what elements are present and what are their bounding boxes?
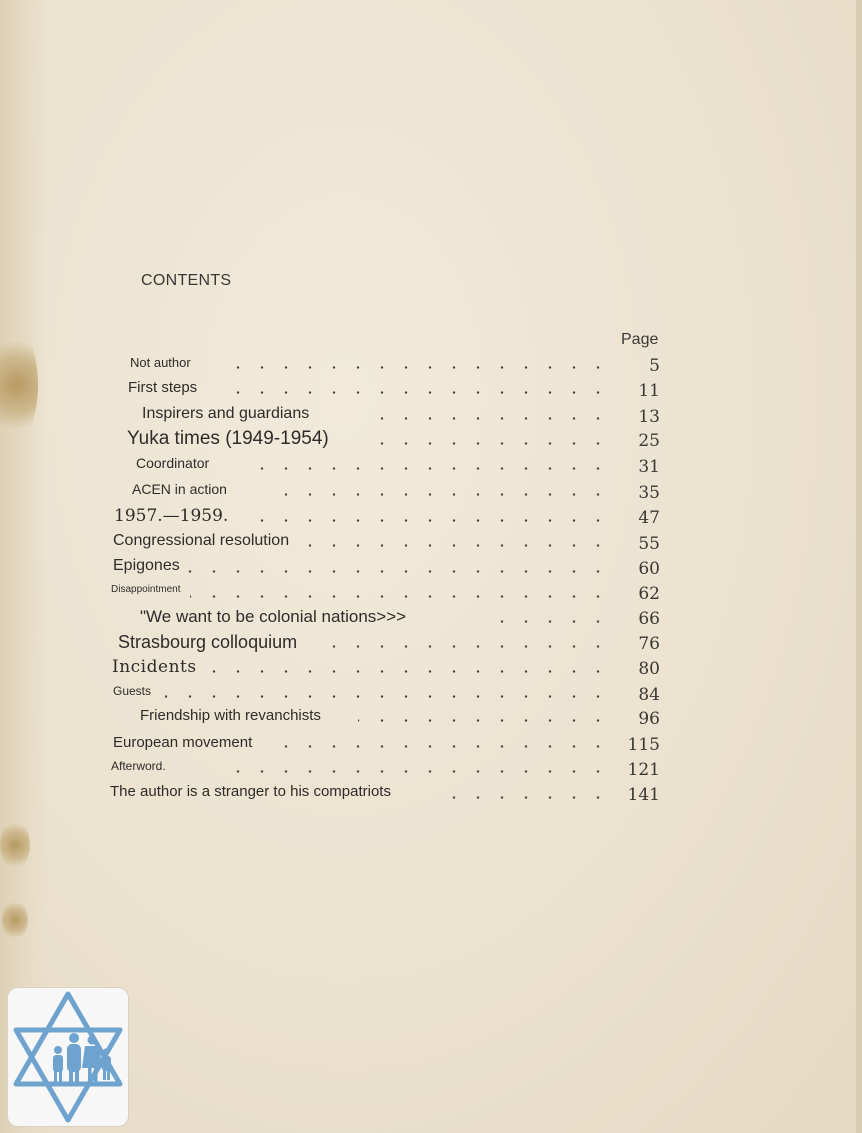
dot-leader bbox=[305, 544, 610, 547]
toc-entry-page: 55 bbox=[638, 534, 660, 554]
toc-entry bbox=[0, 455, 862, 481]
toc-entry bbox=[0, 733, 862, 759]
toc-entry-title: Yuka times (1949-1954) bbox=[127, 428, 329, 449]
toc-entry-page: 84 bbox=[638, 685, 660, 705]
dot-leader bbox=[205, 670, 610, 673]
toc-entry bbox=[0, 354, 862, 380]
toc-entry-title: 1957.—1959. bbox=[114, 506, 229, 526]
dot-leader bbox=[250, 467, 610, 470]
toc-entry-title: Strasbourg colloquium bbox=[118, 632, 298, 652]
toc-entry bbox=[0, 607, 862, 633]
dot-leader bbox=[268, 745, 610, 748]
toc-entry-page: 11 bbox=[638, 381, 660, 401]
star-of-david-family-icon bbox=[8, 988, 128, 1126]
dot-leader bbox=[272, 493, 610, 496]
dot-leader bbox=[220, 770, 610, 773]
toc-entry-page: 76 bbox=[638, 634, 660, 654]
toc-entry-title: Congressional resolution bbox=[113, 532, 290, 549]
toc-entry bbox=[0, 783, 862, 809]
toc-entry-title: Epigones bbox=[113, 557, 180, 574]
toc-entry-page: 96 bbox=[638, 709, 660, 729]
toc-entry-page: 60 bbox=[638, 559, 660, 579]
toc-entry bbox=[0, 683, 862, 709]
toc-entry bbox=[0, 481, 862, 507]
toc-entry bbox=[0, 657, 862, 683]
toc-entry-page: 66 bbox=[638, 609, 660, 629]
toc-entry-title: Friendship with revanchists bbox=[140, 707, 321, 724]
paper-stain bbox=[2, 900, 28, 940]
dot-leader bbox=[358, 719, 610, 722]
toc-entry bbox=[0, 582, 862, 608]
dot-leader bbox=[375, 417, 610, 420]
dot-leader bbox=[448, 796, 610, 799]
toc-entry bbox=[0, 632, 862, 658]
toc-entry-title: First steps bbox=[128, 379, 198, 396]
toc-entry bbox=[0, 707, 862, 733]
dot-leader bbox=[485, 620, 610, 623]
toc-entry bbox=[0, 429, 862, 455]
toc-entry-page: 25 bbox=[638, 431, 660, 451]
dot-leader bbox=[222, 366, 610, 369]
toc-entry-title: Disappointment bbox=[111, 584, 181, 595]
logo bbox=[8, 988, 128, 1126]
toc-entry-page: 31 bbox=[638, 457, 660, 477]
toc-entry-title: Inspirers and guardians bbox=[142, 405, 310, 422]
toc-entry-title: Coordinator bbox=[136, 455, 210, 471]
toc-entry-page: 115 bbox=[627, 735, 660, 755]
dot-leader bbox=[190, 595, 610, 598]
paper-stain bbox=[0, 820, 30, 870]
toc-entry-page: 13 bbox=[638, 407, 660, 427]
toc-entry bbox=[0, 557, 862, 583]
contents-heading: CONTENTS bbox=[141, 272, 232, 289]
page-column-header: Page bbox=[621, 331, 659, 348]
toc-entry-title: "We want to be colonial nations>>> bbox=[140, 607, 407, 626]
toc-entry bbox=[0, 532, 862, 558]
dot-leader bbox=[188, 570, 610, 573]
toc-entry-title: ACEN in action bbox=[132, 481, 227, 497]
dot-leader bbox=[225, 391, 610, 394]
toc-entry bbox=[0, 506, 862, 532]
toc-entry-page: 141 bbox=[627, 785, 660, 805]
toc-entry-page: 121 bbox=[627, 760, 660, 780]
toc-entry-page: 47 bbox=[638, 508, 660, 528]
toc-entry-title: Incidents bbox=[112, 657, 197, 677]
toc-entry-page: 5 bbox=[649, 356, 660, 376]
dot-leader bbox=[165, 695, 610, 698]
toc-entry bbox=[0, 758, 862, 784]
toc-entry-page: 80 bbox=[638, 659, 660, 679]
toc-entry-title: European movement bbox=[113, 734, 253, 751]
toc-entry-title: Guests bbox=[113, 684, 152, 698]
toc-entry bbox=[0, 379, 862, 405]
toc-entry-title: Not author bbox=[130, 355, 191, 370]
dot-leader bbox=[245, 519, 610, 522]
toc-entry-title: Afterword. bbox=[111, 759, 166, 773]
toc-entry-page: 35 bbox=[638, 483, 660, 503]
toc-entry-title: The author is a stranger to his compatriots bbox=[110, 783, 391, 800]
dot-leader bbox=[372, 442, 610, 445]
toc-entry-page: 62 bbox=[638, 584, 660, 604]
dot-leader bbox=[320, 645, 610, 648]
